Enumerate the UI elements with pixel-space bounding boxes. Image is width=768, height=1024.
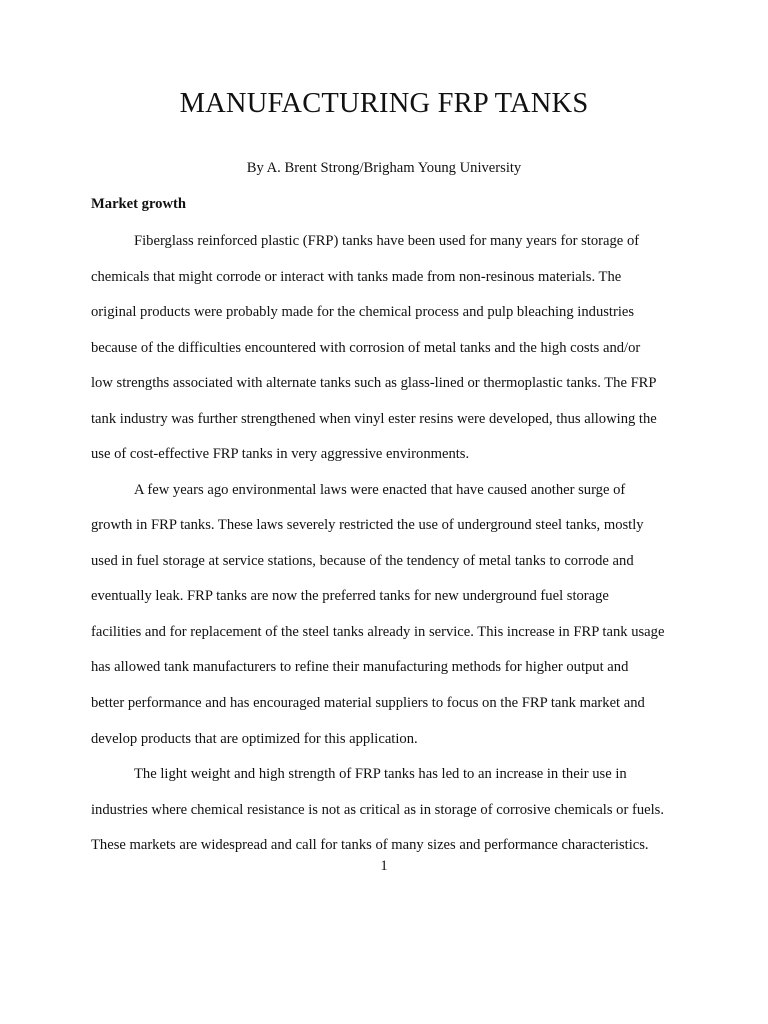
paragraph-line: growth in FRP tanks. These laws severely restricted the use of underground steel tanks, mostly (91, 517, 644, 533)
author-byline: By A. Brent Strong/Brigham Young University (246, 160, 522, 176)
paragraph-line: has allowed tank manufacturers to refine their manufacturing methods for higher output and (91, 659, 629, 675)
section-heading: Market growth (91, 196, 186, 212)
paragraph-line: use of cost-effective FRP tanks in very aggressive environments. (91, 446, 470, 462)
paragraph-line: used in fuel storage at service stations, because of the tendency of metal tanks to corrode and (91, 553, 634, 569)
paragraph-line: original products were probably made for the chemical process and pulp bleaching industries (91, 304, 635, 320)
paragraph-line: These markets are widespread and call for tanks of many sizes and performance characteristics. (91, 837, 649, 853)
document-title: MANUFACTURING FRP TANKS (179, 88, 589, 119)
paragraph-line: develop products that are optimized for this application. (91, 731, 418, 747)
paragraph-line: chemicals that might corrode or interact with tanks made from non-resinous materials. The (91, 269, 622, 285)
paragraph-line: Fiberglass reinforced plastic (FRP) tanks have been used for many years for storage of (134, 233, 640, 249)
paragraph-line: because of the difficulties encountered with corrosion of metal tanks and the high costs and/or (91, 340, 641, 356)
paragraph-line: The light weight and high strength of FRP tanks has led to an increase in their use in (134, 766, 627, 782)
paragraph-line: tank industry was further strengthened when vinyl ester resins were developed, thus allowing the (91, 411, 657, 427)
paragraph-line: better performance and has encouraged material suppliers to focus on the FRP tank market and (91, 695, 645, 711)
paragraph-line: A few years ago environmental laws were enacted that have caused another surge of (134, 482, 626, 498)
paragraph-line: facilities and for replacement of the steel tanks already in service. This increase in FRP tank usage (91, 624, 665, 640)
paragraph-line: low strengths associated with alternate tanks such as glass-lined or thermoplastic tanks. The FRP (91, 375, 657, 391)
paragraph-line: industries where chemical resistance is not as critical as in storage of corrosive chemicals or fuels. (91, 802, 665, 818)
paragraph-line: eventually leak. FRP tanks are now the preferred tanks for new underground fuel storage (91, 588, 609, 604)
page-number: 1 (380, 858, 388, 874)
